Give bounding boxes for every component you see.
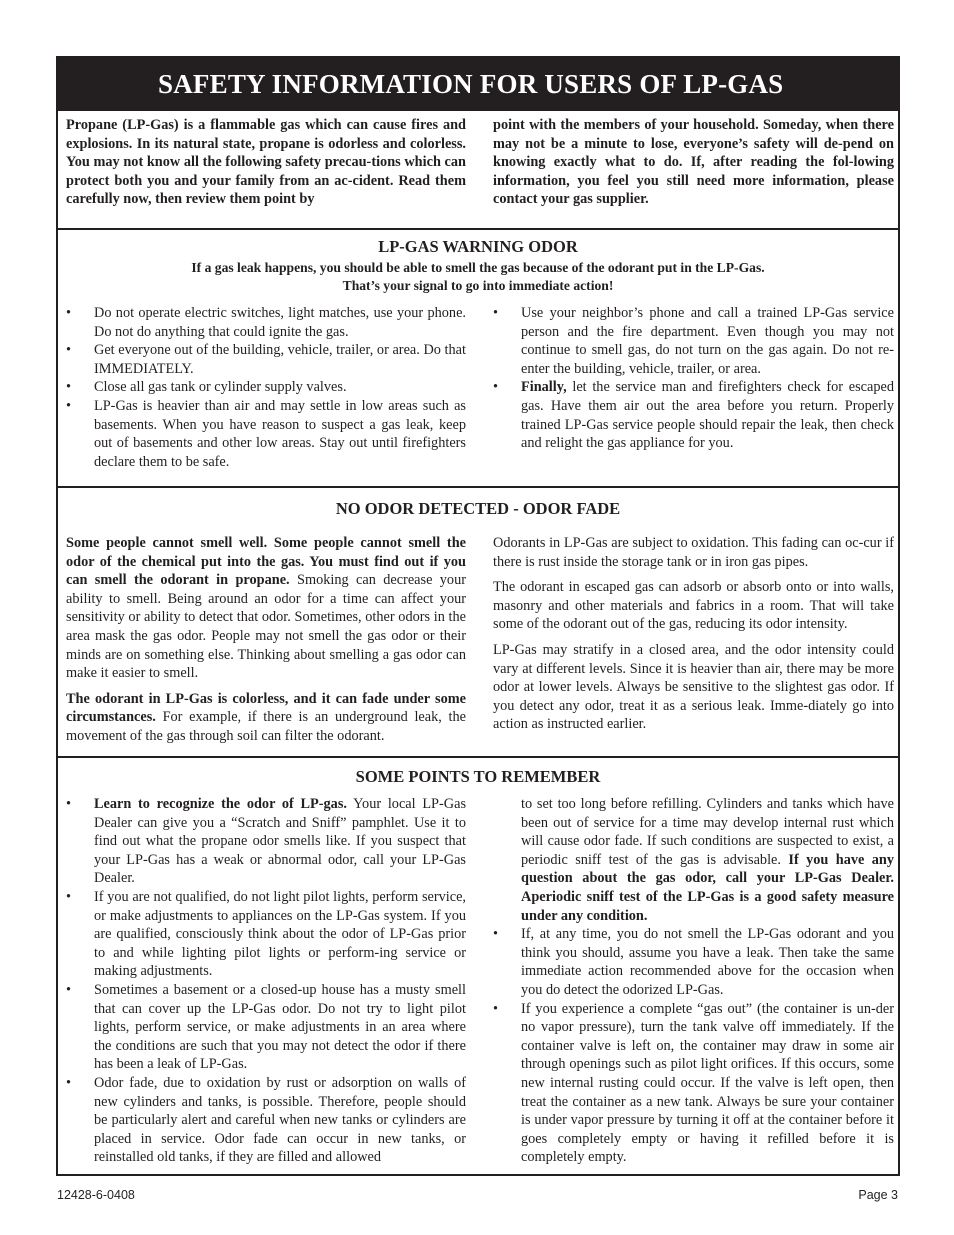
bullet: • <box>66 379 72 396</box>
list-item-text: Use your neighbor’s phone and call a trained LP-Gas service person and the fire department. Even though you may not continue to smell gas, do not turn on the gas again. Do not re-enter the building, vehicle, trailer, or area. <box>521 305 894 377</box>
document-number: 12428-6-0408 <box>57 1188 135 1202</box>
fade-right-column <box>493 534 894 741</box>
paragraph: LP-Gas may stratify in a closed area, and the odor intensity could vary at different levels. Since it is heavier than air, there may be more odor at lower levels. Always be sensitive to the slightest gas odor. If you detect any odor, treat it as a serious leak. Imme-diately go into action as instructed earlier. <box>493 641 894 733</box>
list-item <box>66 795 466 888</box>
paragraph-text: Smoking can decrease your ability to smell. Being around an odor for a time can affect your sensitivity or ability to detect that odor. Sometimes, other odors in the area mask the gas odor. People may not smell the gas odor or their minds are on something else. Thinking about smelling a gas odor can make it easier to smell. <box>66 572 466 682</box>
list-item <box>493 378 894 452</box>
list-item-text: Odor fade, due to oxidation by rust or adsorption on walls of new cylinders and tanks, is possible. Therefore, people should be particularly alert and careful when new tanks or cylinders are placed in service. Odor fade can occur in new tanks, or reinstalled old tanks, if they are filled and allowed <box>94 1074 466 1166</box>
bullet: • <box>493 1000 499 1017</box>
bullet: • <box>66 305 72 321</box>
warning-right-list <box>493 304 894 453</box>
remember-right-list <box>493 795 894 1167</box>
paragraph-lead: Some people cannot smell well. Some people cannot smell the odor of the chemical put into the gas. You must find out if you can smell the odorant in propane. <box>66 535 466 589</box>
list-item <box>493 304 894 378</box>
bullet: • <box>66 342 72 359</box>
paragraph-text: For example, if there is an underground leak, the movement of the gas through soil can filter the odorant. <box>66 709 466 744</box>
paragraph <box>66 534 466 683</box>
list-item-text: Your local LP-Gas Dealer can give you a “Scratch and Sniff” pamphlet. Use it to find out what the propane odor smells like. If you suspect that your LP-Gas has a weak or abnormal odor, call your LP-Gas Dealer. <box>94 796 467 887</box>
list-item-text: Close all gas tank or cylinder supply valves. <box>94 379 347 396</box>
list-item <box>493 1000 894 1167</box>
warning-subtitle-2: That’s your signal to go into immediate action! <box>342 278 614 293</box>
intro-left: Propane (LP-Gas) is a flammable gas which can cause fires and explosions. In its natural state, propane is odorless and colorless. You may not know all the following safety precau-tions which can protect both you and your family from an ac-cident. Read them carefully now, then review them point by <box>66 117 466 208</box>
bullet: • <box>66 397 72 414</box>
bullet: • <box>493 379 499 396</box>
section-divider <box>58 756 898 758</box>
remember-heading: SOME POINTS TO REMEMBER <box>355 767 601 786</box>
list-item-text: let the service man and firefighters check for escaped gas. Have them air out the area before you return. Properly trained LP-Gas service people should repair the leak, then check and relight the gas appliance for you. <box>521 379 894 452</box>
list-item <box>66 981 466 1074</box>
fade-heading: NO ODOR DETECTED - ODOR FADE <box>335 499 621 518</box>
list-item-text: If you are not qualified, do not light pilot lights, perform service, or make adjustments to appliances on the LP-Gas system. If you are qualified, consciously think about the odor of LP-Gas prior to and while lighting pilot lights or perform-ing service or making adjustments. <box>94 888 466 980</box>
list-item <box>66 304 466 341</box>
warning-heading: LP-GAS WARNING ODOR <box>378 237 578 256</box>
list-item-continued <box>493 795 894 925</box>
list-item <box>66 341 466 378</box>
bullet: • <box>66 888 72 905</box>
fade-left-column <box>66 534 466 753</box>
list-item <box>66 397 466 471</box>
paragraph: Odorants in LP-Gas are subject to oxidation. This fading can oc-cur if there is rust inside the storage tank or in iron gas pipes. <box>493 535 894 570</box>
list-item-text: If you experience a complete “gas out” (the container is un-der no vapor pressure), turn the tank valve off immediately. If the container valve is left on, the container may draw in some air through openings such as pilot light orifices. If this occurs, some new internal rusting could occur. If the valve is left open, then treat the container as a new tank. Always be sure your container is under vapor pressure by turning it off at the container before it goes completely empty or having it refilled before it is completely empty. <box>521 1000 894 1166</box>
bullet: • <box>493 926 499 943</box>
warning-subtitle-1: If a gas leak happens, you should be able to smell the gas because of the odorant put in the LP-Gas. <box>191 260 765 275</box>
bullet: • <box>66 796 72 812</box>
list-item-text: Sometimes a basement or a closed-up house has a musty smell that can cover up the LP-Gas odor. Do not try to light pilot lights, perform service, or make adjustments in an area where the conditions are such that you may not detect the odor if there has been a leak of LP-Gas. <box>94 981 466 1073</box>
list-item-lead: Finally, <box>521 379 567 396</box>
bullet: • <box>66 981 72 998</box>
list-item-text: Get everyone out of the building, vehicle, trailer, or area. Do that IMMEDIATELY. <box>94 342 466 377</box>
bullet: • <box>66 1074 72 1091</box>
list-item-text: Do not operate electric switches, light matches, use your phone. Do not do anything that could ignite the gas. <box>94 305 466 340</box>
warning-left-list <box>66 304 466 471</box>
list-item <box>66 1074 466 1167</box>
paragraph: The odorant in escaped gas can adsorb or absorb onto or into walls, masonry and other materials and fabrics in a room. That will take some of the odorant out of the gas, reducing its odor intensity. <box>493 579 894 633</box>
bullet: • <box>493 305 499 321</box>
paragraph-lead: The odorant in LP-Gas is colorless, and it can fade under some circumstances. <box>66 690 466 726</box>
list-item <box>493 925 894 999</box>
list-item <box>66 378 466 397</box>
paragraph <box>66 690 466 746</box>
list-item <box>66 888 466 981</box>
section-divider <box>58 486 898 488</box>
intro-right: point with the members of your household. Someday, when there may not be a minute to lose, everyone’s safety will de-pend on knowing exactly what to do. If, after reading the fol-lowing information, you feel you still need more information, please contact your gas supplier. <box>493 117 894 208</box>
list-item-emphasis: If you have any question about the gas odor, call your LP-Gas Dealer. Aperiodic sniff test of the LP-Gas is a good safety measure under any condition. <box>521 851 894 924</box>
section-divider <box>58 228 898 230</box>
list-item-lead: Learn to recognize the odor of LP-gas. <box>94 796 347 812</box>
remember-left-list <box>66 795 466 1167</box>
list-item-text: If, at any time, you do not smell the LP-Gas odorant and you think you should, assume you have a leak. Then take the same immediate action recommended above for the occasion when you do detect the odorized LP-Gas. <box>521 926 894 998</box>
page-number: Page 3 <box>858 1188 898 1202</box>
list-item-text: LP-Gas is heavier than air and may settle in low areas such as basements. When you have reason to suspect a gas leak, keep out of basements and other low areas. Stay out until firefighters declare them to be safe. <box>94 397 466 470</box>
page-title: SAFETY INFORMATION FOR USERS OF LP-GAS <box>58 58 898 111</box>
safety-info-frame <box>56 56 900 1176</box>
list-item-text: to set too long before refilling. Cylinders and tanks which have been out of service for a time may develop internal rust which will cause odor fade. If such conditions are suspected to exist, a periodic sniff test of the gas is advisable. <box>521 796 894 868</box>
